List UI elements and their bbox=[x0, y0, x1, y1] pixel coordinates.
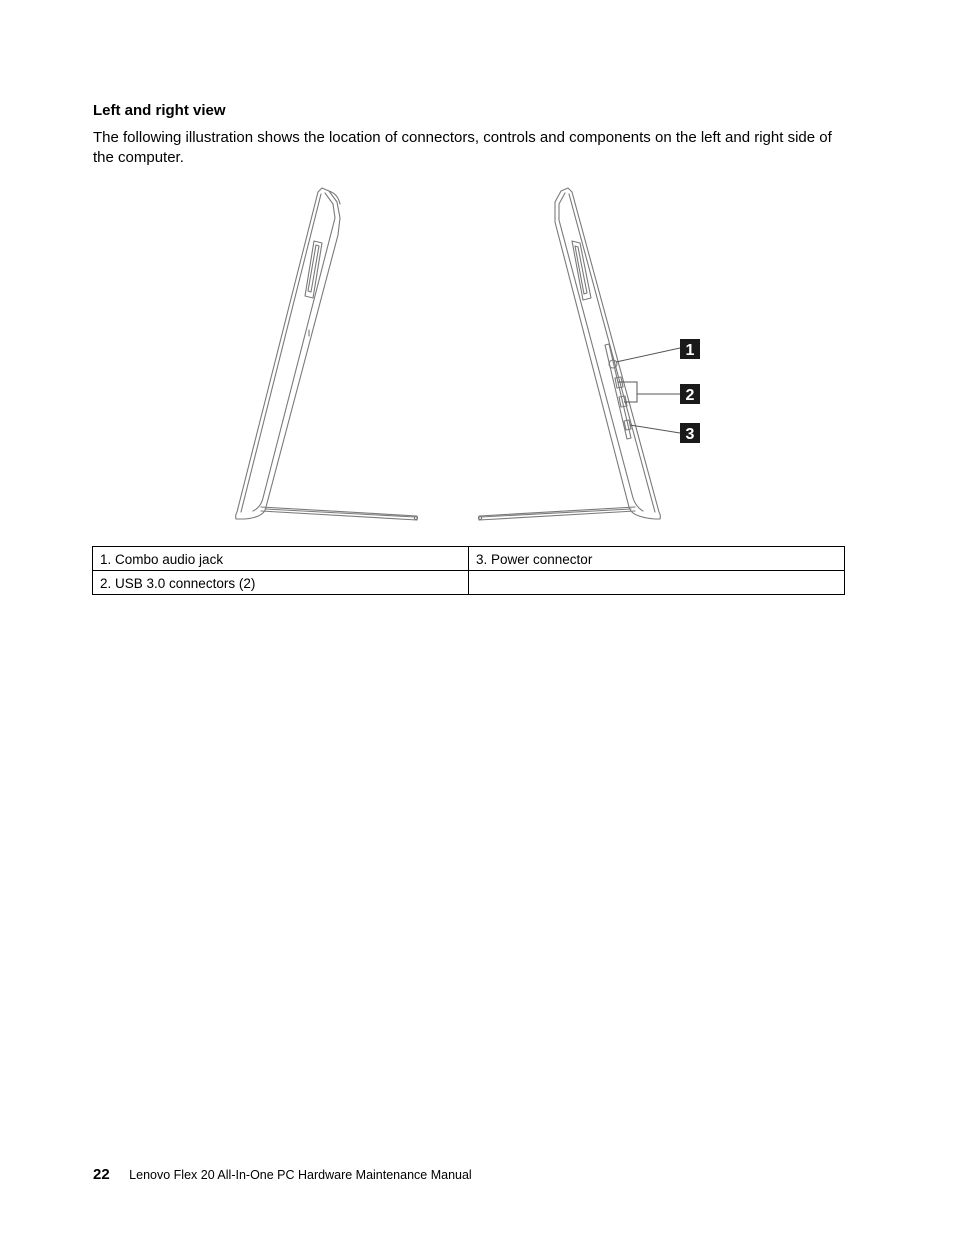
table-cell: 1. Combo audio jack bbox=[93, 547, 469, 571]
section-heading: Left and right view bbox=[93, 102, 226, 119]
table-row bbox=[93, 547, 845, 571]
right-side-view-drawing bbox=[478, 188, 660, 520]
table-cell bbox=[469, 571, 845, 595]
callout-badge-2 bbox=[680, 384, 700, 404]
table-cell: 3. Power connector bbox=[469, 547, 845, 571]
left-right-view-illustration bbox=[225, 180, 715, 525]
callout-badge-3 bbox=[680, 423, 700, 443]
callout-3-label: 3 bbox=[685, 426, 695, 443]
legend-table bbox=[92, 546, 845, 595]
callout-1-label: 1 bbox=[685, 342, 695, 359]
intro-paragraph: The following illustration shows the location of connectors, controls and components on the left and right side of the computer. bbox=[93, 129, 832, 166]
left-side-view-drawing bbox=[236, 188, 418, 520]
page-number: 22 bbox=[93, 1166, 110, 1183]
callout-badge-1 bbox=[680, 339, 700, 359]
page-footer bbox=[93, 1166, 472, 1183]
table-row bbox=[93, 571, 845, 595]
callout-2-label: 2 bbox=[685, 387, 695, 404]
table-cell: 2. USB 3.0 connectors (2) bbox=[93, 571, 469, 595]
manual-title: Lenovo Flex 20 All-In-One PC Hardware Maintenance Manual bbox=[129, 1168, 472, 1182]
